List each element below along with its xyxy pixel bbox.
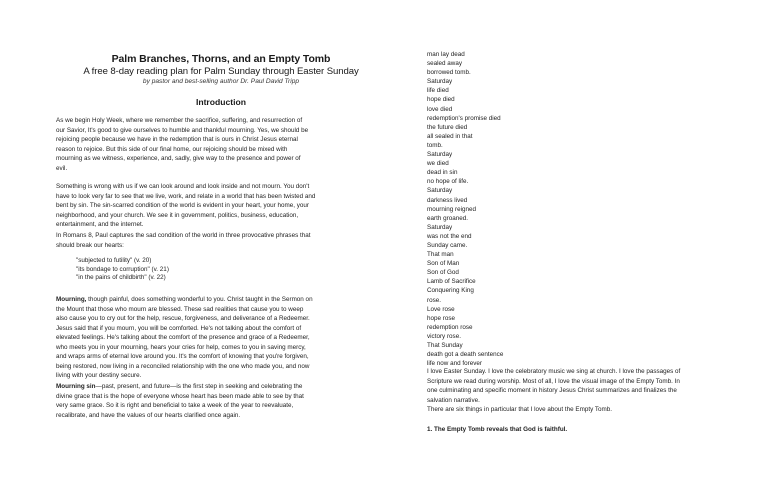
poem-line: Saturday xyxy=(427,223,453,231)
text-line: I love Easter Sunday. I love the celebratory music we sing at church. I love the passages of xyxy=(427,368,681,375)
text-fragment: though painful, does something wonderful to you. Christ taught in the Sermon on xyxy=(86,296,313,303)
author-byline: by pastor and best-selling author Dr. Paul David Tripp xyxy=(142,78,300,85)
text-line: one culminating and specific moment in history Jesus Christ summarizes and finalizes the xyxy=(427,387,677,394)
text-line: Jesus said that if you mourn, you will be comforted. He's not talking about the comfort of xyxy=(56,324,302,332)
poem-line: sealed away xyxy=(427,60,463,68)
document-subtitle: A free 8-day reading plan for Palm Sunday through Easter Sunday xyxy=(83,66,359,77)
intro-paragraph-5 xyxy=(56,382,356,420)
text-line: evil. xyxy=(56,164,68,172)
poem-line: borrowed tomb. xyxy=(427,69,471,77)
poem-line: Son of Man xyxy=(427,260,460,268)
poem-line: no hope of life. xyxy=(427,178,469,186)
text-line: mourning as we witness, experience, and, sadly, give way to the presence and power of xyxy=(56,155,301,162)
poem-line: the future died xyxy=(427,123,468,131)
intro-paragraph-3 xyxy=(56,231,356,250)
text-line: who meets you in your mourning, hears your cries for help, comes to you in saving mercy, xyxy=(56,343,306,351)
text-line: should break our hearts: xyxy=(56,241,124,249)
poem-line: all sealed in that xyxy=(427,132,473,140)
text-line: entertainment, and the internet. xyxy=(56,221,144,228)
poem-line: earth groaned. xyxy=(427,214,468,222)
text-line: elevated feelings. He's talking about the comfort of the presence and grace of a Redeemer, xyxy=(56,334,310,341)
poem-line: darkness lived xyxy=(427,196,468,204)
poem-line: mourning reigned xyxy=(427,205,477,213)
text-line: As we begin Holy Week, where we remember the sacrifice, suffering, and resurrection of xyxy=(56,117,303,124)
text-line: being restored, now living in a reconciled relationship with the one who made you, and now xyxy=(56,362,310,370)
text-line: divine grace that is the hope of everyone whose heart has been made able to see by that xyxy=(56,392,304,400)
text-line: our Savior, It's good to give ourselves to humble and thankful mourning. Yes, we should be xyxy=(56,126,309,134)
poem-line: hope died xyxy=(427,96,455,104)
poem-line: That man xyxy=(427,251,454,259)
quote-item: "subjected to futility" (v. 20) xyxy=(76,257,152,264)
text-line: salvation narrative. xyxy=(427,396,480,404)
poem-line: Sunday came. xyxy=(427,241,468,249)
poem-line: Saturday xyxy=(427,78,453,86)
text-line: Something is wrong with us if we can look around and look inside and not mourn. You don't xyxy=(56,183,310,190)
poem-line: That Sunday xyxy=(427,342,463,349)
text-line: bent by sin. The sin-scarred condition of the world is evident in your heart, your home, your xyxy=(56,202,309,209)
poem-line: love died xyxy=(427,105,453,113)
poem-line: victory rose. xyxy=(427,332,461,340)
poem-line: dead in sin xyxy=(427,169,458,177)
poem-line: life now and forever xyxy=(427,360,482,368)
poem-line: Lamb of Sacrifice xyxy=(427,278,476,286)
poem-line: Saturday xyxy=(427,187,453,195)
bold-lead-text: Mourning, xyxy=(56,296,87,303)
poem-line: hope rose xyxy=(427,314,456,322)
poem-line: rose. xyxy=(427,296,441,304)
section-heading-introduction: Introduction xyxy=(195,97,247,107)
six-things-paragraph xyxy=(427,405,747,415)
intro-paragraph-1 xyxy=(56,116,356,173)
poem-line: tomb. xyxy=(427,141,443,149)
quote-item: "its bondage to corruption" (v. 21) xyxy=(76,265,169,273)
text-line: have to look very far to see that we live, work, and relate in a world that has been twisted and xyxy=(56,192,316,200)
bold-lead-text: Mourning sin xyxy=(56,383,96,390)
text-line: recalibrate, and have the values of our hearts clarified once again. xyxy=(56,411,241,419)
quote-item: "in the pains of childbirth" (v. 22) xyxy=(76,274,166,282)
text-line: rejoicing people because we have in the redemption that is ours in Christ Jesus eternal xyxy=(56,136,298,143)
text-line: 1. The Empty Tomb reveals that God is faithful. xyxy=(427,426,568,433)
poem-line: we died xyxy=(427,160,449,168)
poem-line: death got a death sentence xyxy=(427,351,504,359)
poem-line: redemption rose xyxy=(427,323,473,331)
poem-line: Son of God xyxy=(427,269,459,277)
poem-line: man lay dead xyxy=(427,51,465,58)
text-line: In Romans 8, Paul captures the sad condition of the world in three provocative phrases that xyxy=(56,232,311,239)
text-line xyxy=(56,295,356,305)
easter-paragraph xyxy=(427,367,747,405)
poem-line: Saturday xyxy=(427,151,453,159)
poem-line: life died xyxy=(427,87,449,95)
text-line: also cause you to cry out for the help, rescue, forgiveness, and deliverance of a Redeemer. xyxy=(56,315,310,322)
poem-line: Conquering King xyxy=(427,287,474,295)
text-line: the Mount that those who mourn are blessed. These sad realities that cause you to weep xyxy=(56,305,304,313)
poem-line: Love rose xyxy=(427,305,455,313)
text-line: and wraps arms of eternal love around you. It's the comfort of knowing that you're forgiven, xyxy=(56,353,309,360)
intro-paragraph-4 xyxy=(56,295,356,381)
point-heading-1 xyxy=(427,425,747,435)
poem-block xyxy=(427,50,503,368)
text-line: There are six things in particular that I love about the Empty Tomb. xyxy=(427,406,613,413)
text-fragment: —past, present, and future—is the first step in seeking and celebrating the xyxy=(95,383,303,390)
document-title: Palm Branches, Thorns, and an Empty Tomb xyxy=(111,53,331,65)
poem-line: redemption's promise died xyxy=(427,114,501,122)
text-line: neighborhood, and your church. We see it in government, politics, business, education, xyxy=(56,211,299,219)
text-line: living with your destiny secure. xyxy=(56,372,142,379)
text-line xyxy=(56,382,356,392)
text-line: reason to rejoice. But this side of our final home, our rejoicing should be mixed with xyxy=(56,145,288,153)
text-line: very same grace. So it is right and beneficial to take a week of the year to reevaluate, xyxy=(56,402,294,409)
intro-paragraph-2 xyxy=(56,182,356,230)
romans-quotes-list xyxy=(76,257,169,283)
poem-line: was not the end xyxy=(427,232,472,240)
text-line: Scripture we read during worship. Most of all, I love the visual image of the Empty Tomb. In xyxy=(427,377,680,385)
